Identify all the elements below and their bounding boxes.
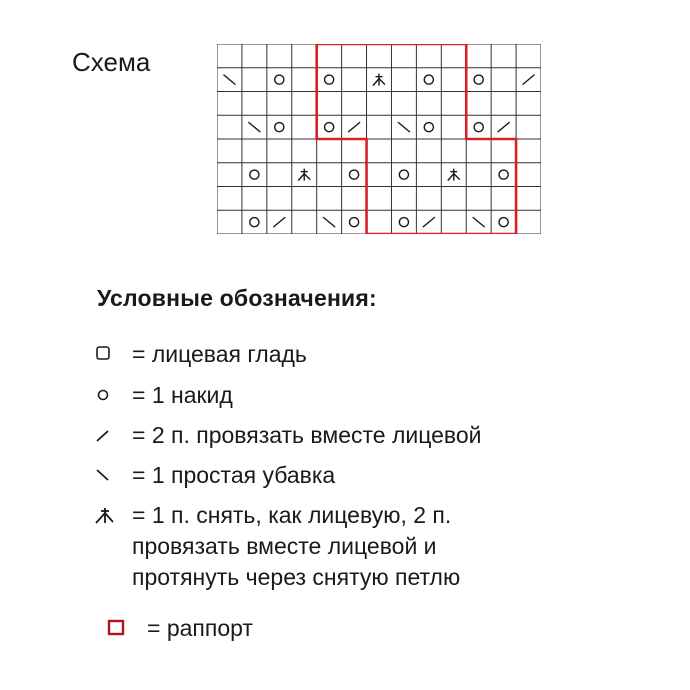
chart-title: Схема [72,47,151,77]
yarn-over-symbol [474,75,483,84]
legend-item-text: = лицевая гладь [132,341,307,367]
ssk-symbol [473,217,485,227]
legend-item-text: = 1 простая убавка [132,462,336,488]
yarn-over-symbol [325,75,334,84]
yarn-over-symbol [325,123,334,132]
red-square-icon [107,613,131,639]
double-decrease-right [304,174,310,180]
legend-heading: Условные обозначения: [97,285,377,311]
yarn-over-symbol [424,123,433,132]
yarn-over-symbol [250,218,259,227]
k2tog-symbol [348,122,360,132]
chart-symbols [223,74,534,228]
yarn-over-symbol [499,170,508,179]
double-decrease-right [454,174,460,180]
k2tog-symbol [273,217,285,227]
yarn-over-symbol [474,123,483,132]
yarn-over-symbol [399,218,408,227]
legend-text-line: = 1 п. снять, как лицевую, 2 п. [132,502,452,528]
k2tog-symbol [423,217,435,227]
knitting-chart [217,44,541,234]
yarn-over-symbol [349,218,358,227]
legend-item-text: = 1 накид [132,382,233,408]
yarn-over-symbol [499,218,508,227]
double-decrease-symbol [298,169,310,181]
legend-item-text: = 2 п. провязать вместе лицевой [132,422,482,448]
square-icon [92,339,116,365]
legend-text-line: провязать вместе лицевой и [132,533,437,559]
ssk-symbol [398,122,410,132]
ssk-symbol [248,122,260,132]
double-decrease-right [379,79,385,85]
double-decrease-symbol [448,169,460,181]
k2tog-symbol [223,75,235,85]
double-decrease-left [373,79,379,86]
k2tog-symbol [498,122,510,132]
yarn-over-symbol [250,170,259,179]
double-decrease-symbol [373,74,385,86]
yarn-over-symbol [275,123,284,132]
legend-item-text [132,500,602,593]
backslash-icon [92,460,116,486]
legend-text-line: протянуть через снятую петлю [132,564,461,590]
legend-item-text: = раппорт [147,615,253,641]
double-decrease-left [448,174,454,181]
circle-icon [92,380,116,406]
yarn-over-symbol [349,170,358,179]
slash-icon [92,420,116,446]
k2tog-symbol [523,75,535,85]
yarn-over-symbol [424,75,433,84]
double-decrease-left [298,174,304,181]
double-decrease-icon [92,500,116,526]
yarn-over-symbol [399,170,408,179]
ssk-symbol [323,217,335,227]
yarn-over-symbol [275,75,284,84]
